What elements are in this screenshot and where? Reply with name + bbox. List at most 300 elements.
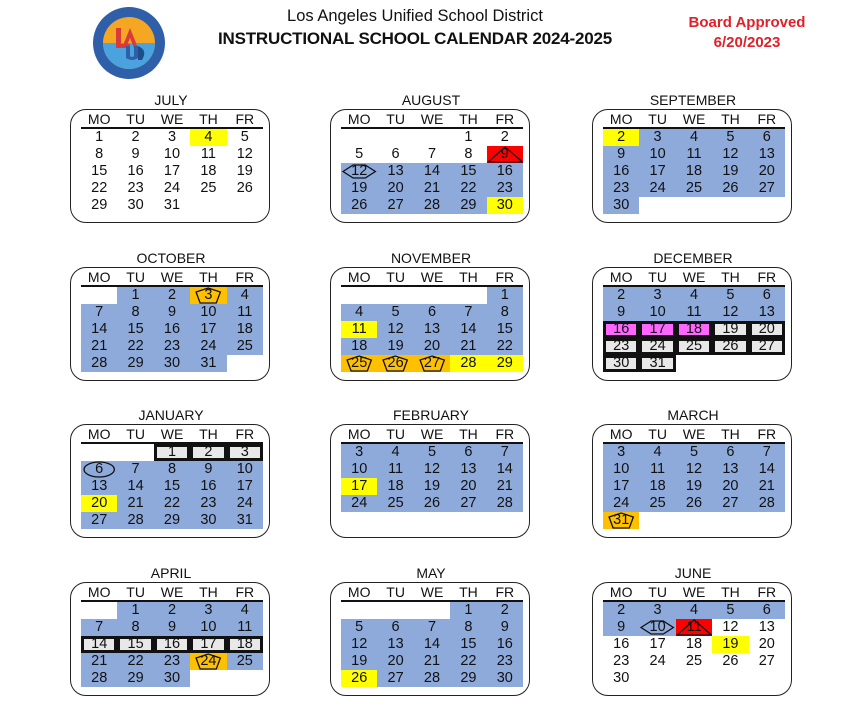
day-cell[interactable] [190, 146, 226, 163]
day-cell[interactable] [227, 163, 263, 180]
day-cell[interactable] [450, 602, 486, 619]
day-cell[interactable] [639, 129, 675, 146]
day-cell[interactable] [117, 619, 153, 636]
empty-cell [341, 129, 377, 146]
day-cell[interactable] [117, 653, 153, 670]
day-cell[interactable] [712, 444, 748, 461]
day-cell[interactable] [154, 287, 190, 304]
day-number: 28 [127, 512, 144, 528]
day-cell[interactable] [190, 355, 226, 372]
weekday-header [341, 270, 523, 287]
day-cell[interactable] [414, 321, 450, 338]
day-cell[interactable] [190, 163, 226, 180]
day-cell[interactable] [676, 653, 712, 670]
day-cell[interactable] [117, 602, 153, 619]
day-cell[interactable] [377, 619, 413, 636]
weekday-header [341, 427, 523, 444]
day-cell[interactable] [450, 338, 486, 355]
day-cell[interactable] [487, 197, 523, 214]
day-cell[interactable] [749, 304, 785, 321]
day-cell[interactable] [81, 129, 117, 146]
day-cell[interactable] [749, 287, 785, 304]
day-cell[interactable] [749, 163, 785, 180]
day-cell[interactable] [676, 636, 712, 653]
empty-cell [377, 602, 413, 619]
day-cell[interactable] [487, 338, 523, 355]
day-cell[interactable] [676, 495, 712, 512]
day-cell[interactable] [676, 287, 712, 304]
day-cell[interactable] [81, 653, 117, 670]
day-cell[interactable] [676, 619, 712, 636]
day-number: 25 [685, 180, 703, 196]
day-cell[interactable] [227, 495, 263, 512]
day-cell[interactable] [81, 197, 117, 214]
month-august [330, 92, 532, 227]
day-cell[interactable] [154, 602, 190, 619]
day-number: 10 [649, 619, 666, 635]
day-cell[interactable] [450, 163, 486, 180]
day-cell[interactable] [81, 495, 117, 512]
day-cell[interactable] [190, 495, 226, 512]
day-cell[interactable] [450, 478, 486, 495]
day-cell[interactable] [676, 444, 712, 461]
day-cell[interactable] [341, 146, 377, 163]
day-cell[interactable] [414, 180, 450, 197]
day-cell[interactable] [639, 619, 675, 636]
day-cell[interactable] [712, 129, 748, 146]
day-cell[interactable] [190, 619, 226, 636]
day-cell[interactable] [712, 495, 748, 512]
day-cell[interactable] [487, 304, 523, 321]
day-cell[interactable] [377, 146, 413, 163]
day-number: 14 [127, 478, 144, 494]
day-cell[interactable] [341, 495, 377, 512]
day-cell[interactable] [676, 304, 712, 321]
day-cell[interactable] [414, 478, 450, 495]
day-number: 11 [686, 146, 702, 162]
day-cell[interactable] [487, 444, 523, 461]
day-cell[interactable] [117, 197, 153, 214]
day-cell[interactable] [227, 304, 263, 321]
day-cell[interactable] [450, 304, 486, 321]
day-cell[interactable] [487, 163, 523, 180]
day-cell[interactable] [639, 636, 675, 653]
day-cell[interactable] [712, 146, 748, 163]
day-cell[interactable] [190, 129, 226, 146]
day-cell[interactable] [749, 129, 785, 146]
day-cell[interactable] [639, 461, 675, 478]
day-cell[interactable] [487, 636, 523, 653]
day-cell[interactable] [639, 180, 675, 197]
day-cell[interactable] [603, 180, 639, 197]
day-cell[interactable] [190, 653, 226, 670]
day-cell[interactable] [227, 444, 263, 461]
day-cell[interactable] [154, 653, 190, 670]
day-cell[interactable] [154, 619, 190, 636]
day-cell[interactable] [676, 321, 712, 338]
day-cell[interactable] [154, 304, 190, 321]
day-cell[interactable] [81, 146, 117, 163]
day-cell[interactable] [117, 636, 153, 653]
day-cell[interactable] [81, 338, 117, 355]
day-cell[interactable] [712, 163, 748, 180]
day-cell[interactable] [81, 461, 117, 478]
day-cell[interactable] [117, 461, 153, 478]
day-cell[interactable] [749, 653, 785, 670]
month-name: OCTOBER [136, 250, 206, 266]
day-cell[interactable] [749, 478, 785, 495]
day-cell[interactable] [117, 180, 153, 197]
day-cell[interactable] [603, 670, 639, 687]
day-cell[interactable] [603, 355, 639, 372]
day-cell[interactable] [154, 338, 190, 355]
day-cell[interactable] [377, 163, 413, 180]
day-cell[interactable] [639, 478, 675, 495]
day-number: 24 [649, 180, 666, 196]
day-cell[interactable] [487, 321, 523, 338]
day-cell[interactable] [603, 478, 639, 495]
day-cell[interactable] [117, 338, 153, 355]
day-cell[interactable] [117, 670, 153, 687]
day-cell[interactable] [712, 619, 748, 636]
day-cell[interactable] [81, 478, 117, 495]
day-cell[interactable] [450, 355, 486, 372]
day-cell[interactable] [190, 180, 226, 197]
day-cell[interactable] [712, 478, 748, 495]
day-cell[interactable] [712, 180, 748, 197]
day-cell[interactable] [227, 338, 263, 355]
day-cell[interactable] [414, 636, 450, 653]
day-cell[interactable] [414, 304, 450, 321]
day-cell[interactable] [377, 478, 413, 495]
day-cell[interactable] [227, 653, 263, 670]
day-cell[interactable] [487, 653, 523, 670]
day-cell[interactable] [154, 495, 190, 512]
day-cell[interactable] [639, 146, 675, 163]
day-cell[interactable] [487, 495, 523, 512]
month-november [330, 250, 532, 385]
day-cell[interactable] [341, 163, 377, 180]
day-cell[interactable] [341, 180, 377, 197]
weekday-label: TU [648, 584, 667, 600]
day-cell[interactable] [227, 146, 263, 163]
day-cell[interactable] [450, 321, 486, 338]
day-cell[interactable] [676, 602, 712, 619]
day-cell[interactable] [341, 321, 377, 338]
day-cell[interactable] [712, 287, 748, 304]
day-cell[interactable] [377, 304, 413, 321]
day-cell[interactable] [154, 180, 190, 197]
day-cell[interactable] [341, 197, 377, 214]
day-number: 3 [653, 602, 662, 618]
day-cell[interactable] [712, 461, 748, 478]
day-number: 11 [650, 461, 666, 477]
day-cell[interactable] [190, 512, 226, 529]
day-number: 30 [496, 197, 513, 213]
day-cell[interactable] [749, 619, 785, 636]
day-grid [81, 129, 263, 214]
day-number: 27 [758, 653, 775, 669]
day-cell[interactable] [154, 146, 190, 163]
day-cell[interactable] [227, 636, 263, 653]
day-cell[interactable] [639, 304, 675, 321]
day-cell[interactable] [117, 146, 153, 163]
day-cell[interactable] [712, 338, 748, 355]
day-cell[interactable] [190, 602, 226, 619]
day-cell[interactable] [154, 461, 190, 478]
day-cell[interactable] [377, 180, 413, 197]
day-number: 20 [460, 478, 477, 494]
day-cell[interactable] [190, 478, 226, 495]
day-cell[interactable] [377, 495, 413, 512]
day-cell[interactable] [81, 304, 117, 321]
day-number: 21 [91, 338, 108, 354]
day-cell[interactable] [154, 478, 190, 495]
day-cell[interactable] [603, 461, 639, 478]
day-cell[interactable] [117, 321, 153, 338]
day-cell[interactable] [414, 163, 450, 180]
day-cell[interactable] [227, 478, 263, 495]
day-cell[interactable] [81, 355, 117, 372]
day-cell[interactable] [377, 444, 413, 461]
day-cell[interactable] [603, 444, 639, 461]
day-cell[interactable] [117, 163, 153, 180]
day-number: 19 [236, 163, 253, 179]
day-number: 7 [131, 461, 140, 477]
day-cell[interactable] [117, 512, 153, 529]
day-cell[interactable] [341, 338, 377, 355]
day-cell[interactable] [639, 495, 675, 512]
day-cell[interactable] [749, 636, 785, 653]
day-cell[interactable] [487, 355, 523, 372]
day-cell[interactable] [603, 129, 639, 146]
day-cell[interactable] [81, 670, 117, 687]
day-cell[interactable] [639, 602, 675, 619]
weekday-label: FR [495, 426, 515, 442]
day-number: 20 [758, 636, 775, 652]
day-cell[interactable] [227, 512, 263, 529]
day-cell[interactable] [117, 495, 153, 512]
day-cell[interactable] [450, 619, 486, 636]
day-number: 9 [500, 146, 509, 162]
day-cell[interactable] [81, 512, 117, 529]
day-cell[interactable] [341, 304, 377, 321]
day-cell[interactable] [414, 461, 450, 478]
day-cell[interactable] [190, 444, 226, 461]
day-cell[interactable] [227, 287, 263, 304]
day-cell[interactable] [190, 636, 226, 653]
day-cell[interactable] [154, 670, 190, 687]
empty-cell [81, 287, 117, 304]
day-cell[interactable] [639, 163, 675, 180]
day-number: 31 [236, 512, 253, 528]
day-number: 3 [617, 444, 626, 460]
day-cell[interactable] [117, 355, 153, 372]
day-cell[interactable] [227, 321, 263, 338]
day-cell[interactable] [341, 653, 377, 670]
day-cell[interactable] [450, 670, 486, 687]
day-cell[interactable] [227, 461, 263, 478]
day-cell[interactable] [676, 478, 712, 495]
day-cell[interactable] [676, 180, 712, 197]
day-cell[interactable] [749, 602, 785, 619]
day-cell[interactable] [117, 287, 153, 304]
day-cell[interactable] [639, 287, 675, 304]
day-number: 4 [240, 287, 249, 303]
day-cell[interactable] [81, 619, 117, 636]
day-cell[interactable] [341, 444, 377, 461]
day-cell[interactable] [487, 670, 523, 687]
day-cell[interactable] [414, 619, 450, 636]
day-number: 1 [500, 287, 509, 303]
day-cell[interactable] [227, 619, 263, 636]
day-cell[interactable] [487, 602, 523, 619]
day-cell[interactable] [749, 321, 785, 338]
day-cell[interactable] [190, 321, 226, 338]
day-cell[interactable] [487, 180, 523, 197]
day-number: 30 [613, 197, 630, 213]
day-cell[interactable] [603, 512, 639, 529]
day-cell[interactable] [377, 670, 413, 687]
day-cell[interactable] [712, 602, 748, 619]
day-cell[interactable] [676, 461, 712, 478]
day-cell[interactable] [639, 653, 675, 670]
day-cell[interactable] [712, 636, 748, 653]
day-cell[interactable] [81, 636, 117, 653]
day-number: 18 [685, 636, 703, 652]
day-cell[interactable] [487, 478, 523, 495]
day-cell[interactable] [487, 129, 523, 146]
day-cell[interactable] [117, 304, 153, 321]
day-cell[interactable] [154, 636, 190, 653]
day-cell[interactable] [414, 146, 450, 163]
day-number: 28 [758, 495, 775, 511]
day-cell[interactable] [154, 444, 190, 461]
day-cell[interactable] [414, 355, 450, 372]
day-number: 21 [423, 653, 441, 669]
day-cell[interactable] [414, 653, 450, 670]
day-cell[interactable] [487, 287, 523, 304]
day-cell[interactable] [414, 197, 450, 214]
day-cell[interactable] [227, 180, 263, 197]
day-cell[interactable] [227, 129, 263, 146]
day-number: 18 [685, 163, 703, 179]
day-cell[interactable] [377, 355, 413, 372]
day-cell[interactable] [450, 495, 486, 512]
day-cell[interactable] [341, 355, 377, 372]
day-cell[interactable] [639, 321, 675, 338]
day-cell[interactable] [749, 146, 785, 163]
day-cell[interactable] [603, 602, 639, 619]
day-cell[interactable] [450, 444, 486, 461]
day-cell[interactable] [414, 444, 450, 461]
day-cell[interactable] [712, 321, 748, 338]
day-cell[interactable] [676, 163, 712, 180]
day-cell[interactable] [712, 653, 748, 670]
day-cell[interactable] [154, 163, 190, 180]
day-cell[interactable] [81, 321, 117, 338]
day-cell[interactable] [749, 338, 785, 355]
day-cell[interactable] [749, 444, 785, 461]
day-cell[interactable] [154, 321, 190, 338]
day-cell[interactable] [377, 197, 413, 214]
day-cell[interactable] [603, 495, 639, 512]
day-cell[interactable] [341, 478, 377, 495]
day-cell[interactable] [639, 355, 675, 372]
day-number: 18 [236, 636, 253, 652]
day-cell[interactable] [154, 355, 190, 372]
day-cell[interactable] [487, 461, 523, 478]
day-cell[interactable] [341, 461, 377, 478]
day-cell[interactable] [603, 636, 639, 653]
day-cell[interactable] [749, 495, 785, 512]
day-cell[interactable] [341, 670, 377, 687]
weekday-label: TH [459, 269, 478, 285]
day-cell[interactable] [377, 338, 413, 355]
day-cell[interactable] [712, 304, 748, 321]
day-cell[interactable] [603, 321, 639, 338]
day-cell[interactable] [450, 461, 486, 478]
day-cell[interactable] [154, 129, 190, 146]
day-cell[interactable] [603, 338, 639, 355]
day-cell[interactable] [603, 304, 639, 321]
day-cell[interactable] [450, 636, 486, 653]
day-cell[interactable] [190, 304, 226, 321]
day-cell[interactable] [749, 180, 785, 197]
day-cell[interactable] [676, 146, 712, 163]
day-cell[interactable] [81, 163, 117, 180]
day-cell[interactable] [341, 636, 377, 653]
day-cell[interactable] [639, 444, 675, 461]
day-cell[interactable] [487, 146, 523, 163]
day-cell[interactable] [676, 129, 712, 146]
day-cell[interactable] [603, 619, 639, 636]
day-cell[interactable] [450, 129, 486, 146]
day-cell[interactable] [154, 197, 190, 214]
day-cell[interactable] [676, 338, 712, 355]
day-cell[interactable] [341, 619, 377, 636]
day-cell[interactable] [154, 512, 190, 529]
day-cell[interactable] [414, 670, 450, 687]
weekday-label: FR [235, 111, 255, 127]
day-cell[interactable] [414, 495, 450, 512]
day-cell[interactable] [603, 197, 639, 214]
day-cell[interactable] [117, 478, 153, 495]
day-cell[interactable] [450, 180, 486, 197]
day-cell[interactable] [450, 146, 486, 163]
day-cell[interactable] [450, 653, 486, 670]
day-cell[interactable] [414, 338, 450, 355]
day-cell[interactable] [639, 338, 675, 355]
day-cell[interactable] [227, 602, 263, 619]
day-cell[interactable] [81, 180, 117, 197]
day-cell[interactable] [377, 653, 413, 670]
day-cell[interactable] [190, 338, 226, 355]
day-cell[interactable] [603, 653, 639, 670]
day-cell[interactable] [377, 636, 413, 653]
day-cell[interactable] [117, 129, 153, 146]
day-cell[interactable] [749, 461, 785, 478]
day-cell[interactable] [190, 461, 226, 478]
day-cell[interactable] [190, 287, 226, 304]
day-cell[interactable] [487, 619, 523, 636]
day-cell[interactable] [377, 461, 413, 478]
day-cell[interactable] [603, 287, 639, 304]
day-cell[interactable] [603, 146, 639, 163]
day-cell[interactable] [377, 321, 413, 338]
day-cell[interactable] [450, 197, 486, 214]
day-cell[interactable] [603, 163, 639, 180]
